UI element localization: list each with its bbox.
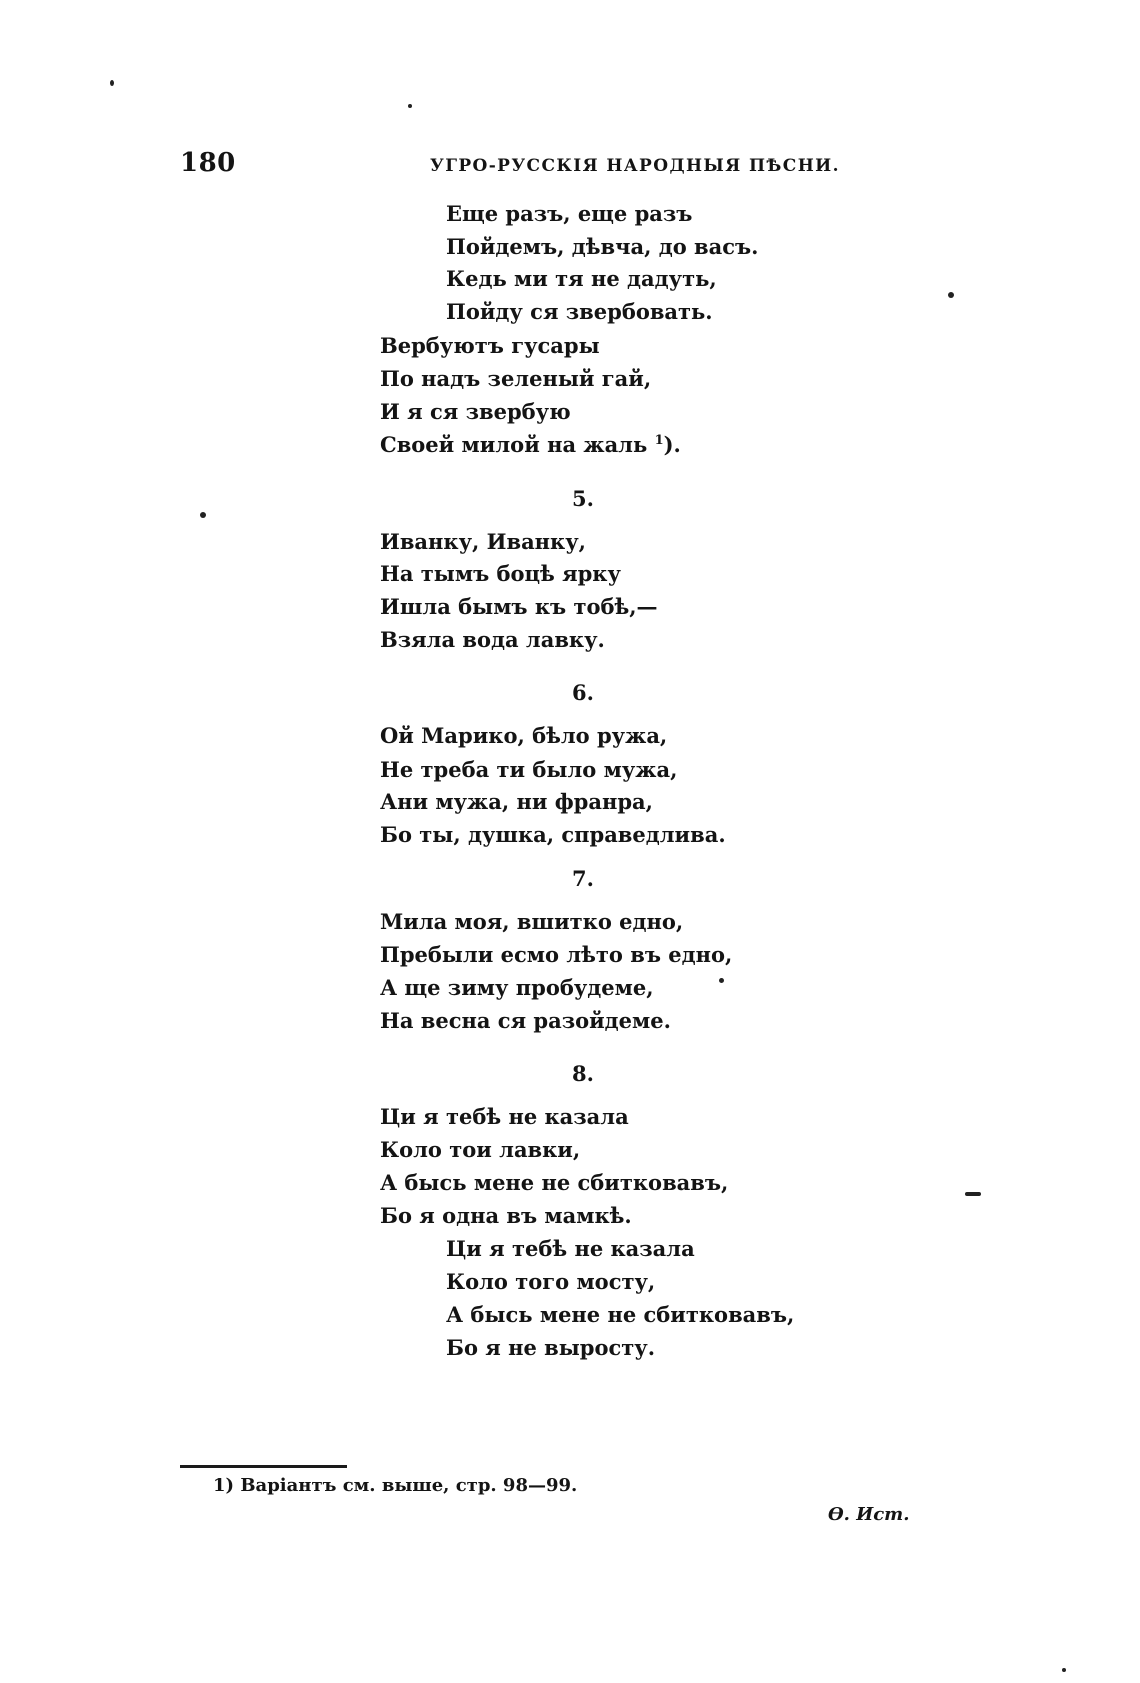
verse-line: Еще разъ, еще разъ	[446, 201, 693, 226]
footnote	[213, 1475, 577, 1496]
song-number: 8.	[572, 1061, 594, 1086]
verse-line: По надъ зеленый гай,	[380, 366, 652, 391]
song-number: 6.	[572, 680, 594, 705]
scan-speck	[408, 104, 412, 108]
scan-speck	[200, 512, 206, 518]
scan-speck	[965, 1192, 981, 1196]
verse-line: Пойду ся звербовать.	[446, 299, 713, 324]
verse-line: А бысь мене не сбитковавъ,	[380, 1170, 729, 1195]
verse-text: Своей милой на жаль	[380, 432, 648, 457]
verse-line: Бо я одна въ мамкѣ.	[380, 1203, 632, 1228]
verse-line-with-footnote	[380, 434, 681, 455]
verse-line: Не треба ти было мужа,	[380, 757, 678, 782]
verse-line: Вербуютъ гусары	[380, 333, 600, 358]
verse-line: Ишла бымъ къ тобѣ,—	[380, 594, 658, 619]
verse-line: Ани мужа, ни франра,	[380, 789, 653, 814]
verse-line: А ще зиму пробудеме,	[380, 975, 654, 1000]
signature: Ѳ. Ист.	[828, 1504, 910, 1525]
verse-line: Ци я тебѣ не казала	[446, 1236, 695, 1261]
verse-line: Коло тои лавки,	[380, 1137, 581, 1162]
verse-line: Ой Марико, бѣло ружа,	[380, 723, 668, 748]
song-number: 5.	[572, 486, 594, 511]
verse-line: Бо я не выросту.	[446, 1335, 656, 1360]
verse-line: Пребыли есмо лѣто въ едно,	[380, 942, 733, 967]
verse-line: Кедь ми тя не дадуть,	[446, 266, 717, 291]
verse-line: И я ся звербую	[380, 399, 571, 424]
scan-speck	[719, 978, 724, 983]
verse-line: Бо ты, душка, справедлива.	[380, 822, 726, 847]
verse-line: На весна ся разойдеме.	[380, 1008, 671, 1033]
verse-line: Мила моя, вшитко едно,	[380, 909, 684, 934]
scan-speck	[1062, 1668, 1066, 1672]
footnote-text: Варіантъ см. выше, стр. 98—99.	[240, 1475, 578, 1496]
scan-speck	[948, 292, 954, 298]
verse-line: Иванку, Иванку,	[380, 529, 586, 554]
footnote-marker: 1)	[213, 1475, 235, 1496]
verse-line: Пойдемъ, дѣвча, до васъ.	[446, 234, 759, 259]
verse-line: Ци я тебѣ не казала	[380, 1104, 629, 1129]
running-title: УГРО-РУССКІЯ НАРОДНЫЯ ПѢСНИ.	[430, 156, 840, 176]
song-number: 7.	[572, 866, 594, 891]
verse-line: На тымъ боцѣ ярку	[380, 561, 621, 586]
verse-line: Коло того мосту,	[446, 1269, 656, 1294]
footnote-rule	[180, 1465, 347, 1468]
footnote-reference: 1	[654, 433, 664, 448]
scan-speck	[110, 80, 114, 86]
verse-closing: ).	[663, 432, 681, 457]
verse-line: А бысь мене не сбитковавъ,	[446, 1302, 795, 1327]
verse-line: Взяла вода лавку.	[380, 627, 605, 652]
page-number: 180	[180, 148, 236, 178]
